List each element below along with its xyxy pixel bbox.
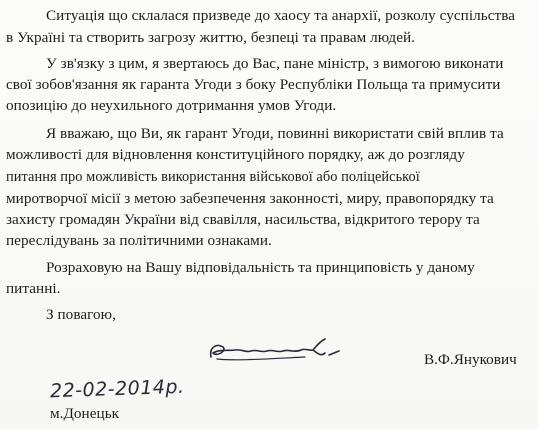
paragraph-2-line-3: опозицію до неухильного дотримання умов Угоди. bbox=[6, 97, 337, 114]
paragraph-3-line-3: питання про можливість використання військової або поліцейської bbox=[6, 169, 420, 185]
paragraph-3-line-1: Я вважаю, що Ви, як гарант Угоди, повинні використати свій вплив та bbox=[46, 125, 504, 142]
paragraph-3-line-5: захисту громадян України від свавілля, насильства, відкритого терору та bbox=[6, 211, 480, 228]
paragraph-1-line-1: Ситуація що склалася призведе до хаосу та анархії, розколу суспільства bbox=[46, 7, 516, 24]
paragraph-2-line-2: свої зобов'язання як гаранта Угоди з боку Республіки Польща та примусити bbox=[6, 76, 501, 93]
paragraph-3-line-6: переслідувань за політичними ознаками. bbox=[6, 232, 272, 249]
paragraph-4-line-1: Розраховую на Вашу відповідальність та принциповість у даному bbox=[46, 259, 475, 276]
signatory-name: В.Ф.Янукович bbox=[424, 351, 517, 368]
paragraph-2-line-1: У зв'язку з цим, я звертаюсь до Вас, пане міністр, з вимогою виконати bbox=[46, 55, 504, 72]
paragraph-4-line-2: питанні. bbox=[6, 280, 61, 297]
paragraph-1-line-2: в Україні та створить загрозу життю, безпеці та правам людей. bbox=[6, 29, 416, 46]
closing-text: З повагою, bbox=[46, 306, 116, 323]
paragraph-3-line-2: можливості для відновлення конституційного порядку, аж до розгляду bbox=[6, 146, 465, 163]
handwritten-signature bbox=[205, 333, 355, 369]
handwritten-date: 22-02-2014р. bbox=[49, 375, 185, 403]
paragraph-3-line-4: миротворчої місії з метою забезпечення законності, миру, правопорядку та bbox=[6, 190, 494, 207]
place-text: м.Донецьк bbox=[50, 405, 120, 422]
